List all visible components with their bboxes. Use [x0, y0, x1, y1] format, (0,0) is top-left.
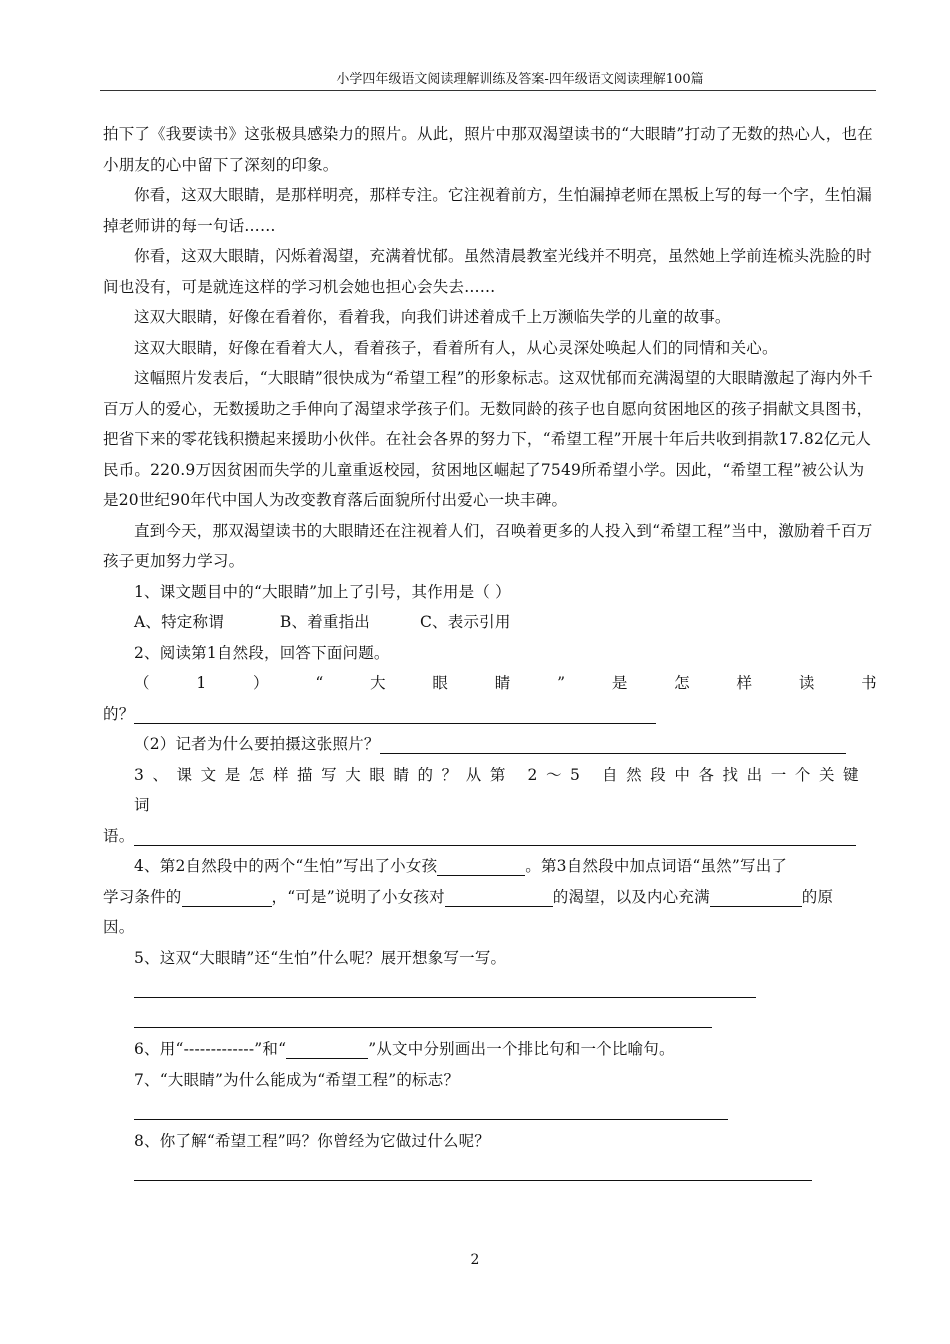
q2-1-token: ）: [253, 674, 269, 692]
paragraph: 拍下了《我要读书》这张极具感染力的照片。从此，照片中那双渴望读书的“大眼睛”打动了无数的热心人，也在小朋友的心中留下了深刻的印象。: [103, 125, 873, 174]
q2-1-token: 读: [798, 674, 815, 692]
q4-text: 的原: [801, 887, 834, 906]
q3-text-end: 语。: [103, 826, 135, 845]
q6-dashed-mark: -------------: [183, 1040, 255, 1058]
q2-1-token: （: [134, 674, 150, 692]
q6-text: ”从文中分别画出一个排比句和一个比喻句。: [368, 1040, 675, 1058]
answer-blank[interactable]: [380, 733, 846, 754]
q2-1-token: 怎: [674, 674, 690, 692]
question-1-options: [103, 607, 877, 638]
q2-1-end-text: 的？: [103, 704, 135, 723]
q4-text: 的渴望，以及内心充满: [552, 887, 710, 906]
q2-1-token: 睛: [494, 674, 511, 692]
answer-line[interactable]: [134, 1027, 712, 1028]
option-c[interactable]: C、表示引用: [420, 613, 511, 631]
q4-text: 。第3自然段中加点词语“虽然”写出了: [525, 857, 788, 875]
q2-1-token: 是: [611, 674, 628, 692]
question-4-line-3: 因。: [103, 918, 135, 936]
question-4-line-2: [103, 882, 877, 913]
document-body: [103, 119, 877, 1187]
question-2-1-answer-line: [103, 699, 877, 730]
q2-1-token: 眼: [432, 674, 449, 692]
paragraph: 你看，这双大眼睛，闪烁着渴望，充满着忧郁。虽然清晨教室光线并不明亮，虽然她上学前连梳头洗脸的时间也没有，可是就连这样的学习机会她也担心会失去……: [103, 247, 872, 296]
answer-blank[interactable]: [286, 1038, 368, 1059]
q2-1-token: 1: [196, 674, 207, 692]
question-2: 2、阅读第1自然段，回答下面问题。: [134, 643, 390, 662]
paragraph: 这双大眼睛，好像在看着你，看着我，向我们讲述着成千上万濒临失学的儿童的故事。: [134, 308, 731, 326]
answer-row: [103, 973, 877, 1004]
answer-blank[interactable]: [134, 703, 656, 724]
q2-1-token: ”: [557, 674, 566, 692]
option-b[interactable]: B、着重指出: [279, 613, 370, 631]
question-3-line-1: [103, 760, 877, 821]
question-5: 5、这双“大眼睛”还“生怕”什么呢？展开想象写一写。: [134, 948, 507, 967]
header-rule: [100, 90, 876, 91]
question-4: [103, 851, 877, 882]
answer-blank[interactable]: [437, 855, 525, 876]
q4-text: ，“可是”说明了小女孩对: [271, 887, 445, 906]
answer-line[interactable]: [134, 1180, 812, 1181]
q6-text: ”和“: [254, 1040, 287, 1058]
answer-blank[interactable]: [182, 886, 272, 907]
q4-text: 学习条件的: [103, 887, 182, 906]
q3-text: 3、课文是怎样描写大眼睛的？从第 2～5 自然段中各找出一个关键词: [134, 765, 868, 814]
option-a[interactable]: A、特定称谓: [134, 613, 224, 631]
answer-row: [103, 1004, 877, 1035]
question-3-line-2: [103, 821, 877, 852]
q2-1-token: 书: [861, 674, 877, 692]
page-number: 2: [470, 1252, 480, 1268]
answer-blank[interactable]: [445, 886, 553, 907]
paragraph: 这幅照片发表后，“大眼睛”很快成为“希望工程”的形象标志。这双忧郁而充满渴望的大眼睛激起了海内外千百万人的爱心，无数援助之手伸向了渴望求学孩子们。无数同龄的孩子也自愿向贫困地区的孩子捐献文具图书，把省下来的零花钱积攒起来援助小伙伴。在社会各界的努力下，“希望工程”开展十年后共收到捐款17.82亿元人民币。220.9万因贫困而失学的儿童重返校园，贫困地区崛起了7549所希望小学。因此，“希望工程”被公认为是20世纪90年代中国人为改变教育落后面貌所付出爱心一块丰碑。: [103, 369, 873, 509]
paragraph: 这双大眼睛，好像在看着大人，看着孩子，看着所有人，从心灵深处唤起人们的同情和关心。: [134, 338, 778, 357]
question-2-2: [103, 729, 877, 760]
question-6: [103, 1034, 877, 1065]
answer-row: [103, 1156, 877, 1187]
answer-blank[interactable]: [134, 825, 856, 846]
q2-2-text: （2）记者为什么要拍摄这张照片？: [134, 735, 380, 753]
question-8: 8、你了解“希望工程”吗？你曾经为它做过什么呢？: [134, 1131, 491, 1150]
answer-row: [103, 1095, 877, 1126]
answer-line[interactable]: [134, 1119, 728, 1120]
page-header: 小学四年级语文阅读理解训练及答案-四年级语文阅读理解100篇: [336, 72, 704, 87]
q6-text: 6、用“: [134, 1040, 184, 1058]
answer-blank[interactable]: [710, 886, 802, 907]
question-1: 1、课文题目中的“大眼睛”加上了引号，其作用是（ ）: [134, 582, 511, 601]
question-7: 7、“大眼睛”为什么能成为“希望工程”的标志？: [134, 1070, 460, 1089]
paragraph: 直到今天，那双渴望读书的大眼睛还在注视着人们，召唤着更多的人投入到“希望工程”当中，激励着千百万孩子更加努力学习。: [103, 521, 873, 570]
q4-text: 4、第2自然段中的两个“生怕”写出了小女孩: [134, 857, 438, 875]
paragraph: 你看，这双大眼睛，是那样明亮，那样专注。它注视着前方，生怕漏掉老师在黑板上写的每一个字，生怕漏掉老师讲的每一句话……: [103, 186, 872, 235]
q2-1-token: 大: [370, 674, 386, 692]
q2-1-token: “: [315, 674, 324, 692]
answer-line[interactable]: [134, 997, 756, 998]
question-2-1: [103, 668, 877, 699]
q2-1-token: 样: [736, 674, 753, 692]
